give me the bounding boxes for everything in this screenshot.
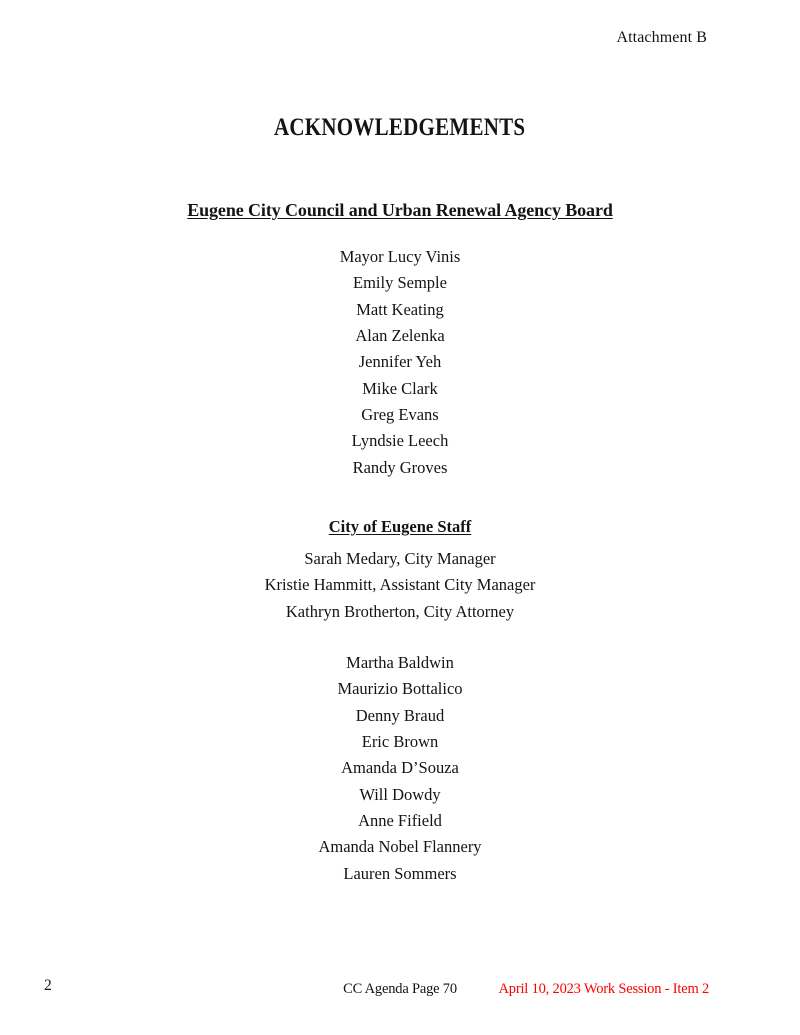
staff-leadership-list: [0, 546, 800, 625]
list-item: Kathryn Brotherton, City Attorney: [285, 601, 515, 621]
list-item: Amanda D’Souza: [341, 758, 459, 778]
list-item: Lyndsie Leech: [351, 431, 449, 451]
footer-agenda-page-label: CC Agenda Page 70: [343, 981, 457, 997]
list-item: Denny Braud: [355, 705, 445, 725]
list-item: Eric Brown: [361, 732, 439, 752]
list-item: Mayor Lucy Vinis: [339, 247, 461, 266]
footer-page-number: 2: [44, 977, 52, 994]
list-item: Alan Zelenka: [355, 326, 445, 346]
list-item: Kristie Hammitt, Assistant City Manager: [264, 575, 536, 595]
staff-name-list: [0, 650, 800, 887]
page-title: [0, 114, 800, 142]
list-item: Mike Clark: [362, 378, 438, 398]
list-item: Matt Keating: [356, 299, 444, 319]
list-item: Maurizio Bottalico: [337, 679, 463, 699]
list-item: Will Dowdy: [359, 784, 441, 804]
staff-section-heading: City of Eugene Staff: [328, 517, 472, 536]
council-name-list: [0, 244, 800, 481]
council-section-heading: Eugene City Council and Urban Renewal Agency Board: [187, 200, 613, 220]
attachment-label: Attachment B: [616, 29, 707, 46]
list-item: Lauren Sommers: [343, 863, 457, 883]
footer-work-session-label: April 10, 2023 Work Session - Item 2: [498, 981, 709, 997]
list-item: Anne Fifield: [358, 811, 442, 831]
page-footer: [0, 977, 800, 1001]
list-item: Greg Evans: [361, 405, 439, 425]
list-item: Jennifer Yeh: [358, 352, 442, 372]
list-item: Randy Groves: [352, 457, 448, 477]
page-title-text: ACKNOWLEDGEMENTS: [274, 114, 526, 141]
list-item: Amanda Nobel Flannery: [318, 837, 482, 857]
list-item: Sarah Medary, City Manager: [304, 549, 496, 568]
list-item: Martha Baldwin: [346, 653, 454, 672]
list-item: Emily Semple: [353, 273, 447, 293]
